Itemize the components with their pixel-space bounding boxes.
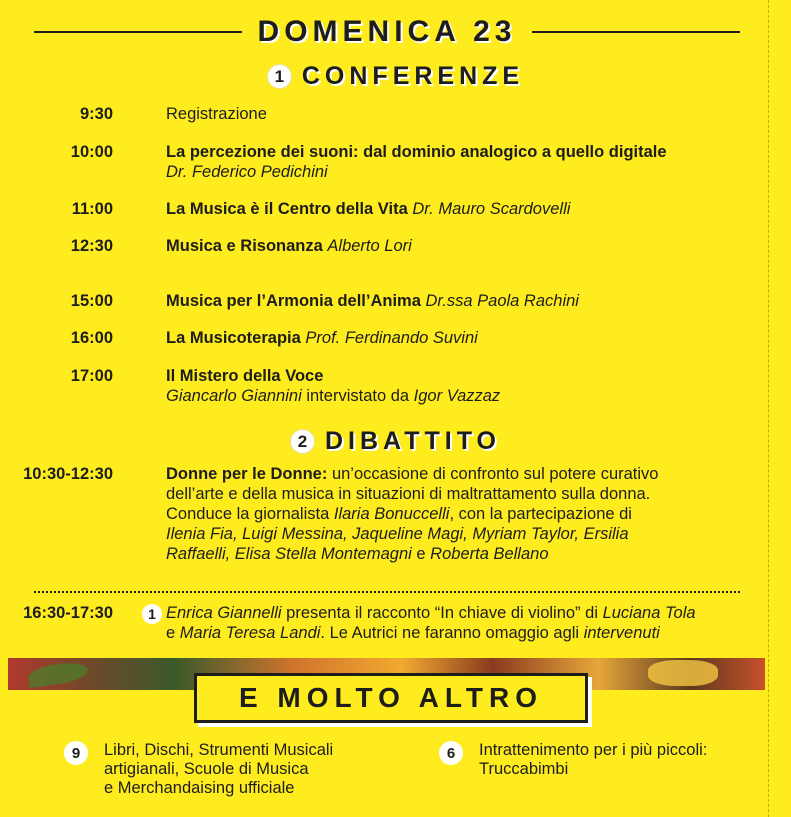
extra-line: Libri, Dischi, Strumenti Musicali bbox=[104, 741, 334, 759]
talk-connector: intervistato da bbox=[306, 387, 410, 405]
count-badge: 9 bbox=[64, 741, 88, 765]
schedule-time: 16:30-17:30 bbox=[23, 604, 113, 622]
extra-line: e Merchandaising ufficiale bbox=[104, 779, 295, 797]
count-badge: 6 bbox=[439, 741, 463, 765]
schedule-time: 16:00 bbox=[70, 329, 113, 347]
debate-line bbox=[166, 544, 756, 564]
presentation-line bbox=[166, 603, 756, 623]
header-rule-right bbox=[532, 31, 740, 33]
extra-item bbox=[64, 741, 404, 803]
talk-title: La percezione dei suoni: dal dominio analogico a quello digitale bbox=[166, 143, 667, 161]
talk-title: Il Mistero della Voce bbox=[166, 367, 324, 385]
schedule-desc bbox=[166, 366, 756, 406]
presenter-name: Enrica Giannelli bbox=[166, 604, 282, 622]
dotted-divider bbox=[34, 591, 740, 593]
page-edge-rule bbox=[768, 0, 769, 817]
extra-item bbox=[439, 741, 759, 783]
talk-speaker: Dr. Federico Pedichini bbox=[166, 163, 328, 181]
schedule-time: 12:30 bbox=[70, 237, 113, 255]
schedule-time: 17:00 bbox=[70, 367, 113, 385]
flower-decoration bbox=[648, 660, 718, 686]
header-rule-left bbox=[34, 31, 242, 33]
schedule-desc bbox=[166, 104, 756, 124]
conferences-number-badge: 1 bbox=[267, 64, 292, 89]
debate-title-bold: Donne per le Donne: bbox=[166, 465, 328, 483]
debate-participants: Roberta Bellano bbox=[430, 545, 549, 563]
conferences-header bbox=[0, 62, 791, 91]
schedule-desc bbox=[166, 142, 756, 182]
schedule-time: 10:30-12:30 bbox=[23, 465, 113, 483]
presentation-and: e bbox=[166, 624, 176, 642]
talk-speaker: Prof. Ferdinando Suvini bbox=[305, 329, 478, 347]
schedule-text: Registrazione bbox=[166, 105, 267, 123]
debate-number-badge: 2 bbox=[290, 429, 315, 454]
presentation-badge-wrap bbox=[142, 603, 162, 624]
presentation-number-badge: 1 bbox=[142, 604, 162, 624]
extra-line: Truccabimbi bbox=[479, 760, 569, 778]
schedule-desc bbox=[166, 328, 756, 348]
debate-text: , con la partecipazione di bbox=[449, 505, 632, 523]
talk-speaker: Dr. Mauro Scardovelli bbox=[412, 200, 571, 218]
talk-speaker: Dr.ssa Paola Rachini bbox=[425, 292, 579, 310]
presentation-line bbox=[166, 623, 756, 643]
schedule-time: 11:00 bbox=[71, 200, 113, 218]
debate-participants: Raffaelli, Elisa Stella Montemagni bbox=[166, 545, 412, 563]
presentation-desc bbox=[166, 603, 756, 643]
schedule-desc bbox=[166, 236, 756, 256]
extra-text bbox=[104, 741, 333, 798]
debate-desc bbox=[166, 464, 756, 564]
leaf-decoration bbox=[27, 660, 89, 688]
talk-title: Musica per l’Armonia dell’Anima bbox=[166, 292, 421, 310]
schedule-time: 10:00 bbox=[70, 143, 113, 161]
extra-text bbox=[479, 741, 707, 779]
day-title: DOMENICA 23 bbox=[257, 15, 517, 48]
conferences-title: CONFERENZE bbox=[301, 62, 525, 90]
audience-text: intervenuti bbox=[583, 624, 660, 642]
schedule-desc bbox=[166, 199, 756, 219]
debate-and: e bbox=[416, 545, 426, 563]
extra-line: artigianali, Scuole di Musica bbox=[104, 760, 309, 778]
talk-title: La Musicoterapia bbox=[166, 329, 301, 347]
debate-moderator: Ilaria Bonuccelli bbox=[333, 505, 450, 523]
more-title-box bbox=[194, 673, 588, 723]
author-name: Luciana Tola bbox=[602, 604, 696, 622]
debate-line bbox=[166, 464, 756, 484]
schedule-time: 9:30 bbox=[79, 105, 113, 123]
schedule-time: 15:00 bbox=[70, 292, 113, 310]
talk-title: Musica e Risonanza bbox=[166, 237, 323, 255]
talk-title: La Musica è il Centro della Vita bbox=[166, 200, 408, 218]
presentation-text: presenta il racconto “In chiave di violino” di bbox=[286, 604, 598, 622]
talk-speaker: Alberto Lori bbox=[327, 237, 412, 255]
author-name: Maria Teresa Landi bbox=[179, 624, 321, 642]
schedule-desc bbox=[166, 291, 756, 311]
day-header bbox=[34, 12, 740, 52]
debate-line: dell’arte e della musica in situazioni di maltrattamento sulla donna. bbox=[166, 485, 651, 503]
debate-participants: Ilenia Fia, Luigi Messina, Jaqueline Magi, Myriam Taylor, Ersilia bbox=[166, 525, 629, 543]
talk-speaker-line bbox=[166, 386, 756, 406]
presentation-text: . Le Autrici ne faranno omaggio agli bbox=[320, 624, 580, 642]
debate-title: DIBATTITO bbox=[324, 427, 501, 455]
debate-text: un’occasione di confronto sul potere curativo bbox=[331, 465, 659, 483]
talk-interviewer: Igor Vazzaz bbox=[413, 387, 501, 405]
debate-line bbox=[166, 504, 756, 524]
talk-speaker: Giancarlo Giannini bbox=[166, 387, 302, 405]
debate-header bbox=[0, 427, 791, 456]
more-title: E MOLTO ALTRO bbox=[238, 682, 544, 713]
debate-text: Conduce la giornalista bbox=[166, 505, 330, 523]
extra-line: Intrattenimento per i più piccoli: bbox=[479, 741, 708, 759]
